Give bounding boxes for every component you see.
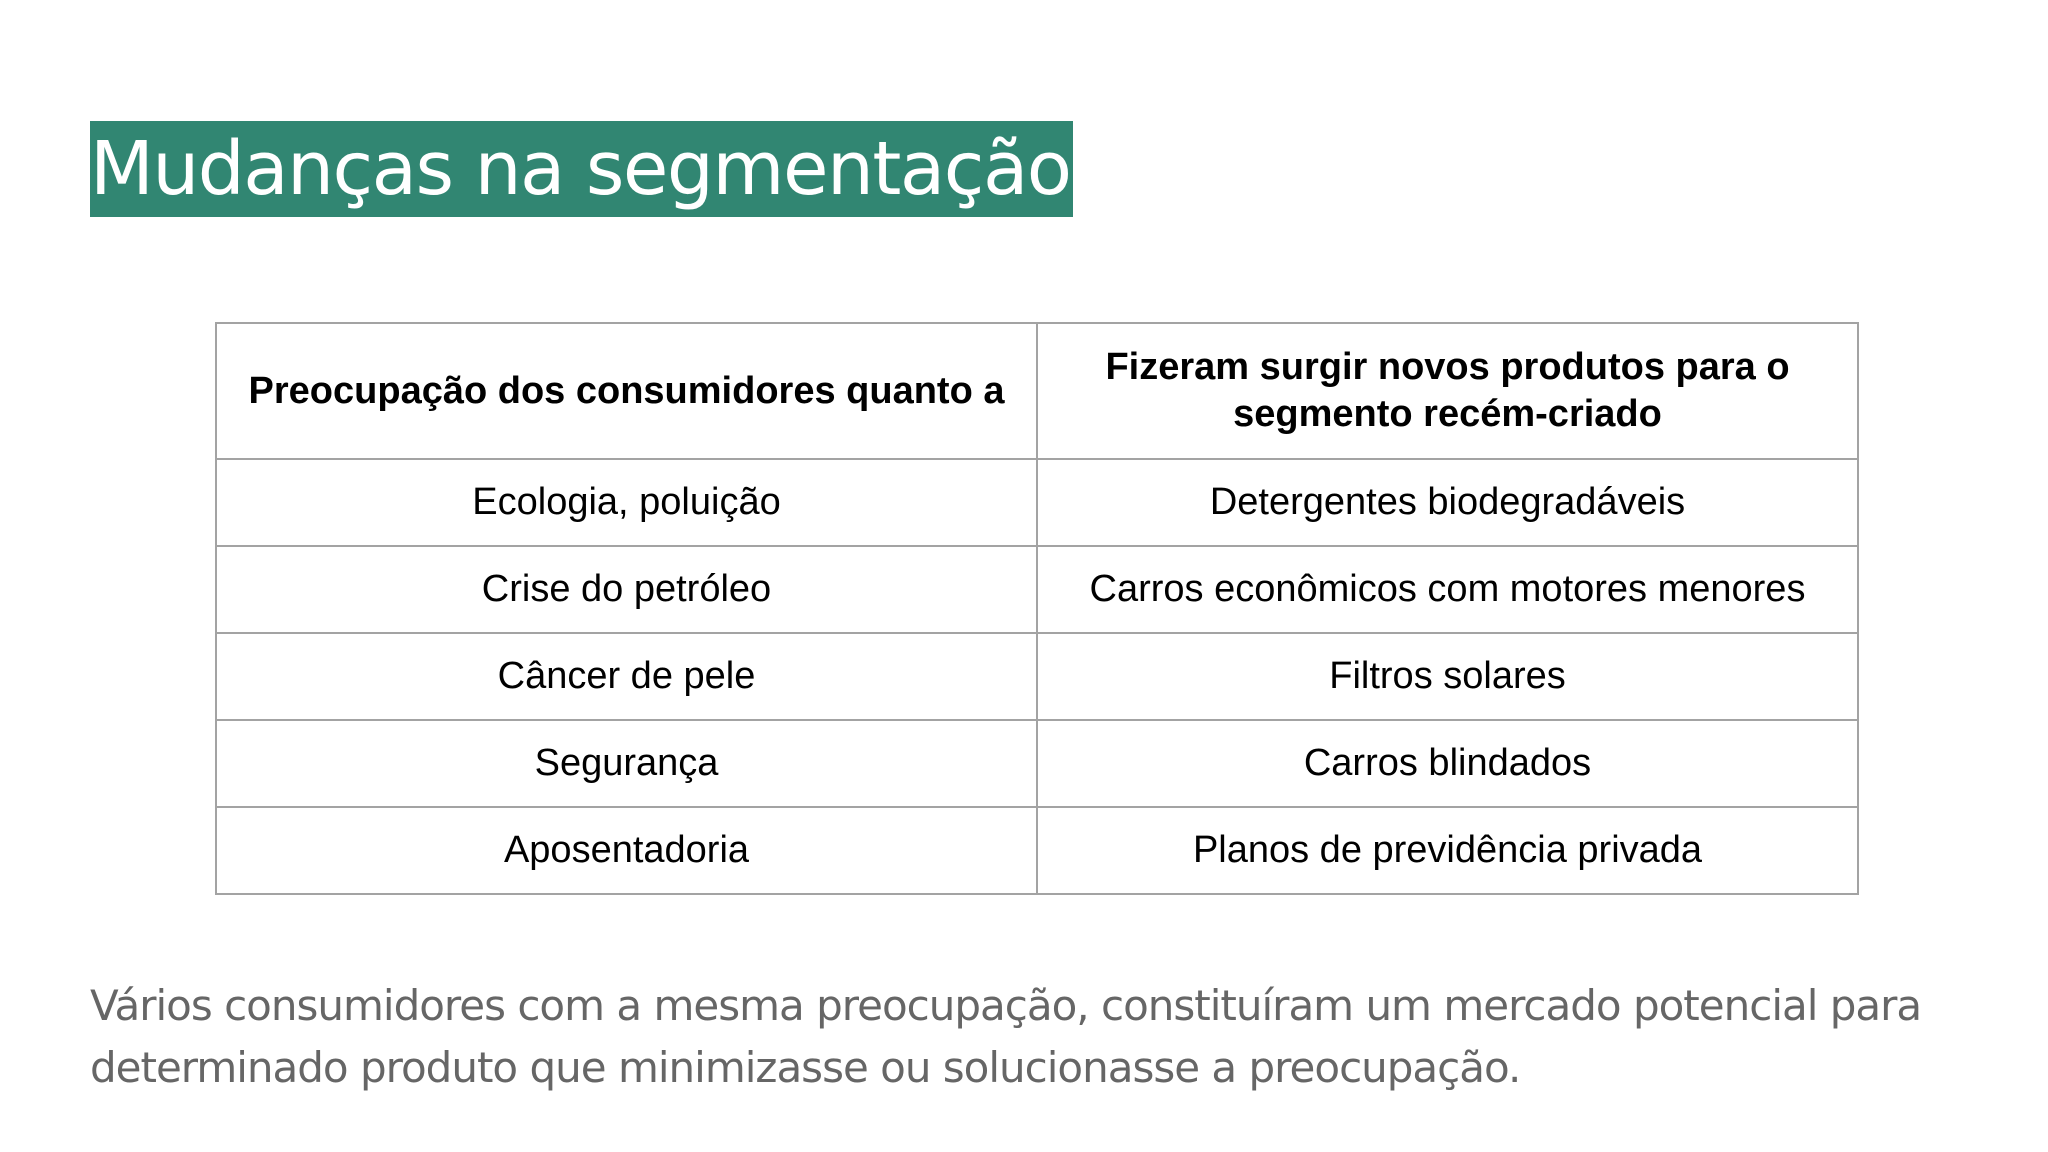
table-row	[216, 807, 1858, 894]
table-cell-concern: Ecologia, poluição	[216, 459, 1037, 546]
table-cell-concern: Câncer de pele	[216, 633, 1037, 720]
slide-title: Mudanças na segmentação	[90, 121, 1073, 217]
table-cell-concern: Crise do petróleo	[216, 546, 1037, 633]
table-cell-concern: Segurança	[216, 720, 1037, 807]
table-row	[216, 633, 1858, 720]
table-header-row	[216, 323, 1858, 459]
table-row	[216, 720, 1858, 807]
table-cell-concern: Aposentadoria	[216, 807, 1037, 894]
table-cell-product: Detergentes biodegradáveis	[1037, 459, 1858, 546]
table-cell-product: Filtros solares	[1037, 633, 1858, 720]
table-row	[216, 459, 1858, 546]
table-row	[216, 546, 1858, 633]
table-cell-product: Carros blindados	[1037, 720, 1858, 807]
table-cell-product: Carros econômicos com motores menores	[1037, 546, 1858, 633]
header-new-products: Fizeram surgir novos produtos para o segmento recém-criado	[1037, 323, 1858, 459]
slide-paragraph: Vários consumidores com a mesma preocupação, constituíram um mercado potencial para determinado produto que minimizasse ou solucionasse a preocupação.	[90, 981, 1922, 1092]
header-consumer-concern: Preocupação dos consumidores quanto a	[216, 323, 1037, 459]
table-cell-product: Planos de previdência privada	[1037, 807, 1858, 894]
segmentation-table-container	[215, 322, 1859, 895]
segmentation-table	[215, 322, 1859, 895]
